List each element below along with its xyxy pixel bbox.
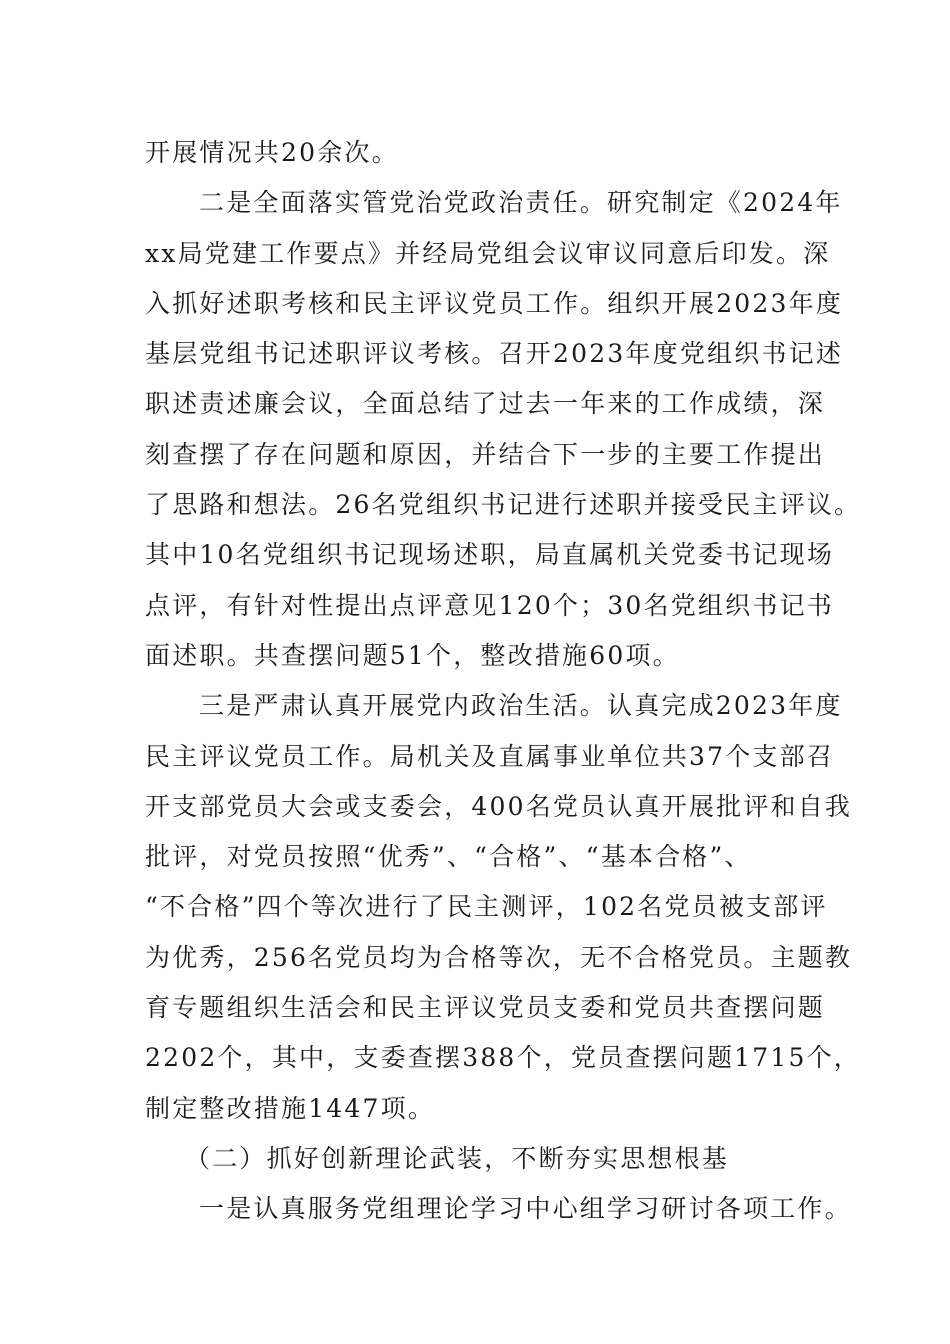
text-line: 面述职。共查摆问题51个，整改措施60项。 [145, 640, 680, 670]
text-line: 点评，有针对性提出点评意见120个；30名党组织书记书 [145, 590, 834, 620]
text-line: “不合格”四个等次进行了民主测评，102名党员被支部评 [145, 892, 828, 922]
document-page [145, 128, 862, 1235]
text-line: xx局党建工作要点》并经局党组会议审议同意后印发。深 [145, 238, 831, 268]
paragraph-start-line: 二是全面落实管党治党政治责任。研究制定《2024年 [199, 188, 843, 218]
text-line: 育专题组织生活会和民主评议党员支委和党员共查摆问题 [145, 993, 826, 1023]
section-heading: （二）抓好创新理论武装，不断夯实思想根基 [185, 1143, 730, 1173]
text-line: 了思路和想法。26名党组织书记进行述职并接受民主评议。 [145, 490, 862, 520]
paragraph-start-line: 一是认真服务党组理论学习中心组学习研讨各项工作。 [199, 1194, 852, 1224]
text-line: 2202个，其中，支委查摆388个，党员查摆问题1715个， [145, 1043, 861, 1073]
text-line: 刻查摆了存在问题和原因，并结合下一步的主要工作提出 [145, 439, 826, 469]
paragraph-start-line: 三是严肃认真开展党内政治生活。认真完成2023年度 [199, 691, 843, 721]
text-line: 开支部党员大会或支委会，400名党员认真开展批评和自我 [145, 791, 853, 821]
text-line: 批评，对党员按照“优秀”、“合格”、“基本合格”、 [145, 842, 752, 872]
text-line: 为优秀，256名党员均为合格等次，无不合格党员。主题教 [145, 942, 853, 972]
text-line: 其中10名党组织书记现场述职，局直属机关党委书记现场 [145, 540, 835, 570]
text-line: 基层党组书记述职评议考核。召开2023年度党组织书记述 [145, 339, 844, 369]
text-line: 入抓好述职考核和民主评议党员工作。组织开展2023年度 [145, 288, 844, 318]
text-line: 职述责述廉会议，全面总结了过去一年来的工作成绩，深 [145, 389, 826, 419]
text-line: 开展情况共20余次。 [145, 138, 399, 167]
text-line: 民主评议党员工作。局机关及直属事业单位共37个支部召 [145, 741, 835, 771]
text-line: 制定整改措施1447项。 [145, 1093, 436, 1123]
